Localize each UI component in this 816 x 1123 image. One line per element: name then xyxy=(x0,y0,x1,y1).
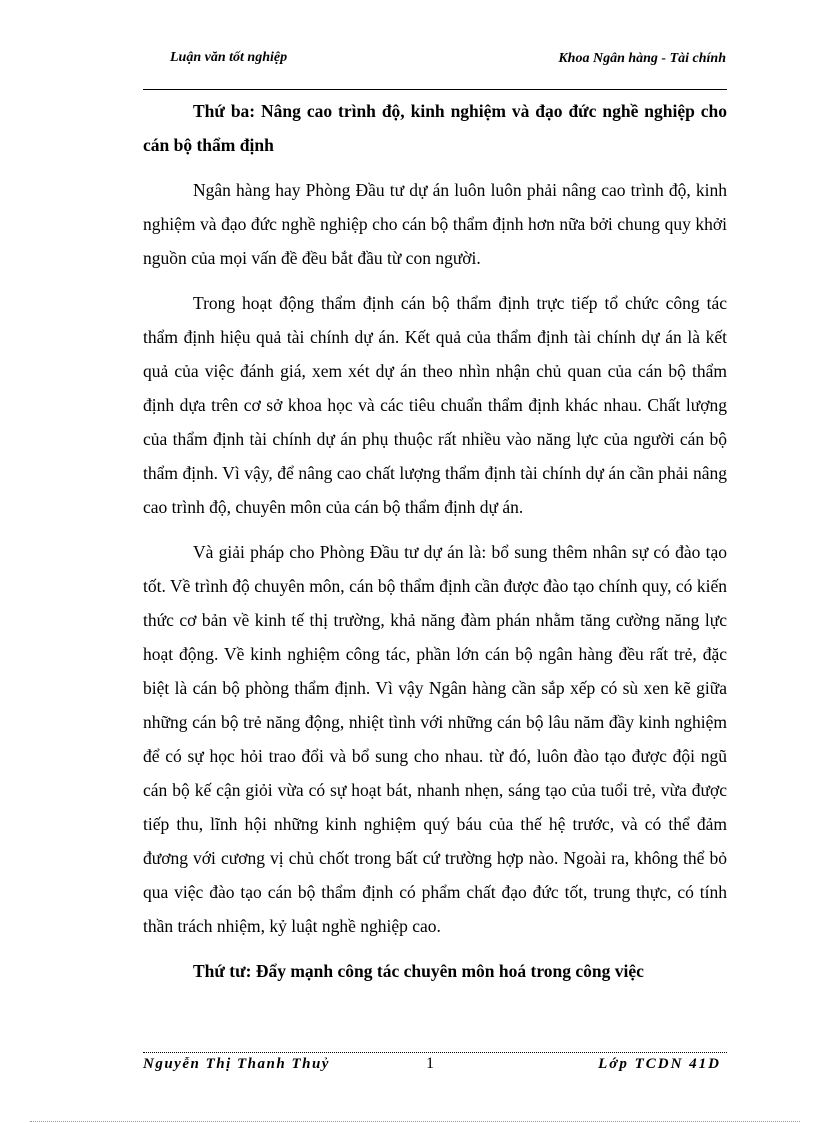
body-paragraph: Và giải pháp cho Phòng Đầu tư dự án là: bổ sung thêm nhân sự có đào tạo tốt. Về trình độ chuyên môn, cán bộ thẩm định cần được đào tạo chính quy, có kiến thức cơ bản về kinh tế thị trường, khả năng đàm phán nhằm tăng cường năng lực hoạt động. Về kinh nghiệm công tác, phần lớn cán bộ ngân hàng đều rất trẻ, đặc biệt là cán bộ phòng thẩm định. Vì vậy Ngân hàng cần sắp xếp có sù xen kẽ giữa những cán bộ trẻ năng động, nhiệt tình với những cán bộ lâu năm đầy kinh nghiệm để có sự học hỏi trao đổi và bổ sung cho nhau. từ đó, luôn đào tạo được đội ngũ cán bộ kế cận giỏi vừa có sự hoạt bát, nhanh nhẹn, sáng tạo của tuổi trẻ, vừa được tiếp thu, lĩnh hội những kinh nghiệm quý báu của thế hệ trước, và có thể đảm đương với cương vị chủ chốt trong bất cứ trường hợp nào. Ngoài ra, không thể bỏ qua việc đào tạo cán bộ thẩm định có phẩm chất đạo đức tốt, trung thực, có tính thần trách nhiệm, kỷ luật nghề nghiệp cao. xyxy=(143,542,727,936)
page-bottom-edge xyxy=(30,1121,800,1122)
footer-class-label: Lớp TCDN 41D xyxy=(598,1056,721,1072)
page-number: 1 xyxy=(426,1055,434,1072)
document-body xyxy=(143,94,727,999)
body-paragraph: Ngân hàng hay Phòng Đầu tư dự án luôn luôn phải nâng cao trình độ, kinh nghiệm và đạo đức nghề nghiệp cho cán bộ thẩm định hơn nữa bởi chung quy khởi nguồn của mọi vấn đề đều bắt đầu từ con người. xyxy=(143,180,727,268)
header-thesis-label: Luận văn tốt nghiệp xyxy=(170,50,288,65)
section-heading-third: Thứ ba: Nâng cao trình độ, kinh nghiệm và đạo đức nghề nghiệp cho cán bộ thẩm định xyxy=(143,101,727,155)
body-paragraph: Trong hoạt động thẩm định cán bộ thẩm định trực tiếp tổ chức công tác thẩm định hiệu quả tài chính dự án. Kết quả của thẩm định tài chính dự án là kết quả của việc đánh giá, xem xét dự án theo nhìn nhận chủ quan của cán bộ thẩm định dựa trên cơ sở khoa học và các tiêu chuẩn thẩm định khác nhau. Chất lượng của thẩm định tài chính dự án phụ thuộc rất nhiều vào năng lực của người cán bộ thẩm định. Vì vậy, để nâng cao chất lượng thẩm định tài chính dự án cần phải nâng cao trình độ, chuyên môn của cán bộ thẩm định dự án. xyxy=(143,293,727,517)
header-faculty-label: Khoa Ngân hàng - Tài chính xyxy=(558,51,726,66)
footer-divider xyxy=(143,1052,727,1053)
header-divider xyxy=(143,89,727,90)
section-heading-fourth: Thứ tư: Đẩy mạnh công tác chuyên môn hoá trong công việc xyxy=(193,961,644,981)
footer-author: Nguyễn Thị Thanh Thuỷ xyxy=(143,1056,330,1072)
